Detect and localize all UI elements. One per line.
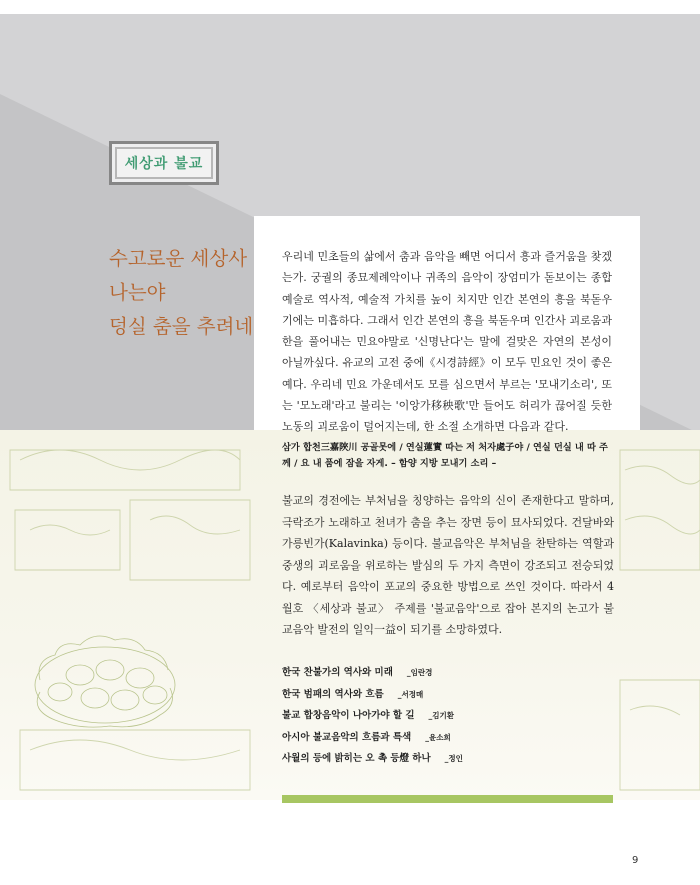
toc-title: 한국 범패의 역사와 흐름: [282, 688, 384, 700]
toc-item[interactable]: [282, 705, 602, 727]
headline-line-1: 수고로운 세상사: [109, 247, 248, 270]
body-paragraph-1: 우리네 민초들의 삶에서 춤과 음악을 빼면 어디서 흥과 즐거움을 찾겠는가. 궁궐의 종묘제례악이나 귀족의 음악이 장엄미가 돋보이는 종합예술로 역사적, 예술적 가치를 높이 치지만 인간 본연의 흥을 북돋우기에는 미흡하다. 그래서 인간 본연의 흥을 북돋우며 인간사 괴로움과 한을 풀어내는 민요야말로 '신명난다'는 말에 걸맞은 자연의 본성이 아닐까싶다. 유교의 고전 중에《시경詩經》이 모두 민요인 것이 좋은 예다. 우리네 민요 가운데서도 모를 심으면서 부르는 '모내기소리', 또는 '모노래'라고 불리는 '이앙가移秧歌'만 들어도 허리가 끊어질 듯한 노동의 괴로움이 덜어지는데, 한 소절 소개하면 다음과 같다.: [282, 250, 612, 434]
toc-item[interactable]: [282, 684, 602, 706]
toc-title: 사월의 등에 밝히는 오 촉 등燈 하나: [282, 753, 431, 764]
headline-line-2: 나는야: [109, 281, 166, 304]
body-paragraph-2: 불교의 경전에는 부처님을 칭양하는 음악의 신이 존재한다고 말하며, 극락조가 노래하고 천녀가 춤을 추는 장면 등이 묘사되었다. 건달바와 가릉빈가(Kalavinka) 등이다. 불교음악은 부처님을 찬탄하는 역할과 중생의 괴로움을 위로하는 발심의 두 가지 측면이 강조되고 전승되었다. 예로부터 음악이 포교의 중요한 방법으로 쓰인 것이다. 따라서 4월호 〈세상과 불교〉 주제를 '불교음악'으로 잡아 본지의 논고가 불교음악 발전의 일익一益이 되기를 소망하였다.: [282, 494, 614, 636]
section-title-box: [109, 141, 219, 185]
green-divider-bar: [282, 795, 613, 803]
toc-title: 불교 합창음악이 나아가야 할 길: [282, 710, 415, 721]
article-contents-list: [282, 662, 602, 770]
section-label: 세상과 불교: [124, 156, 204, 172]
toc-item[interactable]: [282, 662, 602, 684]
section-title-inner: [115, 147, 213, 179]
toc-title: 아시아 불교음악의 흐름과 특색: [282, 731, 412, 743]
toc-author: _정인: [444, 754, 463, 763]
toc-title: 한국 찬불가의 역사와 미래: [282, 667, 393, 678]
toc-author: _임란경: [406, 668, 433, 677]
toc-author: _윤소희: [425, 732, 451, 742]
page-number: 9: [632, 855, 639, 866]
folk-song-quote: 삼가 합천三嘉陜川 공골못에 / 연실蓮實 따는 저 처자處子야 / 연실 던실 내 따 주께 / 요 내 품에 잠을 자게. – 함양 지방 모내기 소리 –: [282, 442, 608, 469]
toc-item[interactable]: [282, 727, 602, 749]
toc-author: _서정매: [397, 689, 424, 699]
toc-item[interactable]: [282, 748, 602, 770]
article-headline: [109, 242, 254, 344]
headline-line-3: 덩실 춤을 추려네: [109, 315, 254, 338]
toc-author: _김기환: [428, 711, 455, 720]
